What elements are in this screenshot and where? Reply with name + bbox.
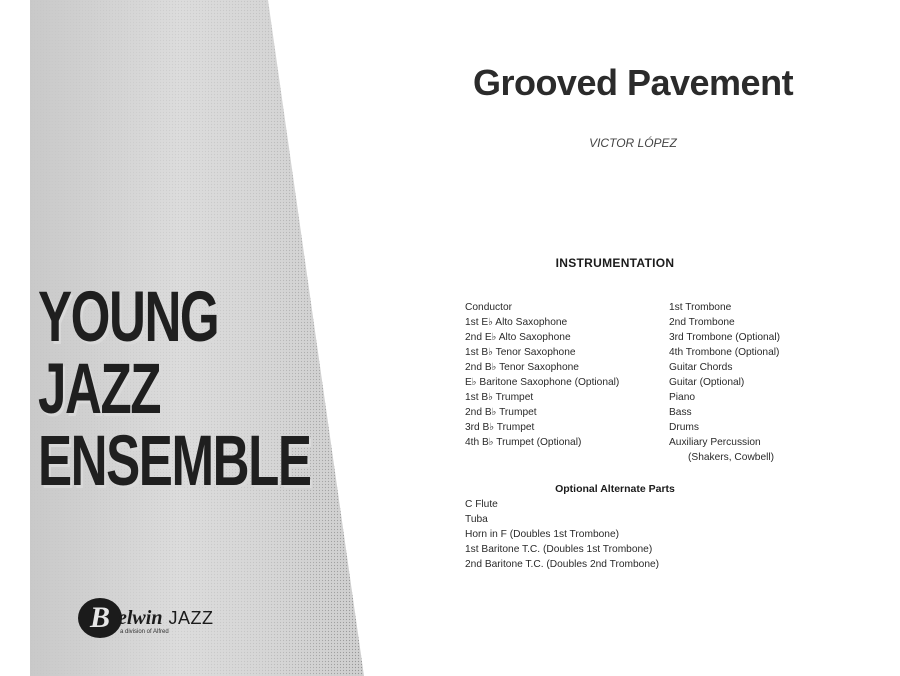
publisher-name: elwin	[118, 606, 163, 629]
optional-parts-heading: Optional Alternate Parts	[555, 483, 675, 495]
list-item: Guitar Chords	[669, 362, 733, 373]
list-item: 4th B♭ Trumpet (Optional)	[465, 437, 582, 448]
series-line-1: YOUNG	[38, 278, 219, 357]
list-item: 1st Baritone T.C. (Doubles 1st Trombone)	[465, 544, 653, 555]
list-item: Drums	[669, 422, 699, 433]
list-item: 2nd B♭ Tenor Saxophone	[465, 362, 579, 373]
list-item: E♭ Baritone Saxophone (Optional)	[465, 377, 620, 388]
list-item: Conductor	[465, 302, 513, 313]
optional-parts-list	[465, 497, 659, 572]
list-item: 1st E♭ Alto Saxophone	[465, 317, 568, 328]
publisher-imprint: JAZZ	[168, 607, 214, 628]
list-item: 2nd B♭ Trumpet	[465, 407, 537, 418]
series-line-3: ENSEMBLE	[38, 422, 311, 501]
piece-title: Grooved Pavement	[472, 62, 794, 103]
series-line-2: JAZZ	[38, 350, 161, 429]
list-item: C Flute	[465, 499, 498, 510]
list-item: 1st B♭ Trumpet	[465, 392, 534, 403]
list-item: (Shakers, Cowbell)	[688, 452, 775, 463]
list-item: Horn in F (Doubles 1st Trombone)	[465, 529, 620, 540]
list-item: Auxiliary Percussion	[669, 437, 761, 448]
list-item: 3rd B♭ Trumpet	[465, 422, 535, 433]
list-item: 1st Trombone	[669, 302, 732, 313]
list-item: 2nd Trombone	[669, 317, 735, 328]
list-item: 3rd Trombone (Optional)	[669, 332, 780, 343]
list-item: 2nd E♭ Alto Saxophone	[465, 332, 571, 343]
publisher-subtitle: a division of Alfred	[120, 629, 169, 635]
list-item: 1st B♭ Tenor Saxophone	[465, 347, 576, 358]
instrument-list-left	[465, 300, 619, 450]
instrumentation-heading: INSTRUMENTATION	[555, 256, 675, 270]
composer-name: VICTOR LÓPEZ	[589, 136, 677, 150]
list-item: Piano	[669, 392, 696, 403]
list-item: Tuba	[465, 514, 488, 525]
series-title	[38, 278, 311, 501]
list-item: 2nd Baritone T.C. (Doubles 2nd Trombone)	[465, 559, 660, 570]
list-item: Bass	[669, 407, 692, 418]
list-item: 4th Trombone (Optional)	[669, 347, 780, 358]
instrument-list-right	[669, 300, 780, 465]
belwin-b-icon: B	[78, 598, 122, 638]
list-item: Guitar (Optional)	[669, 377, 745, 388]
